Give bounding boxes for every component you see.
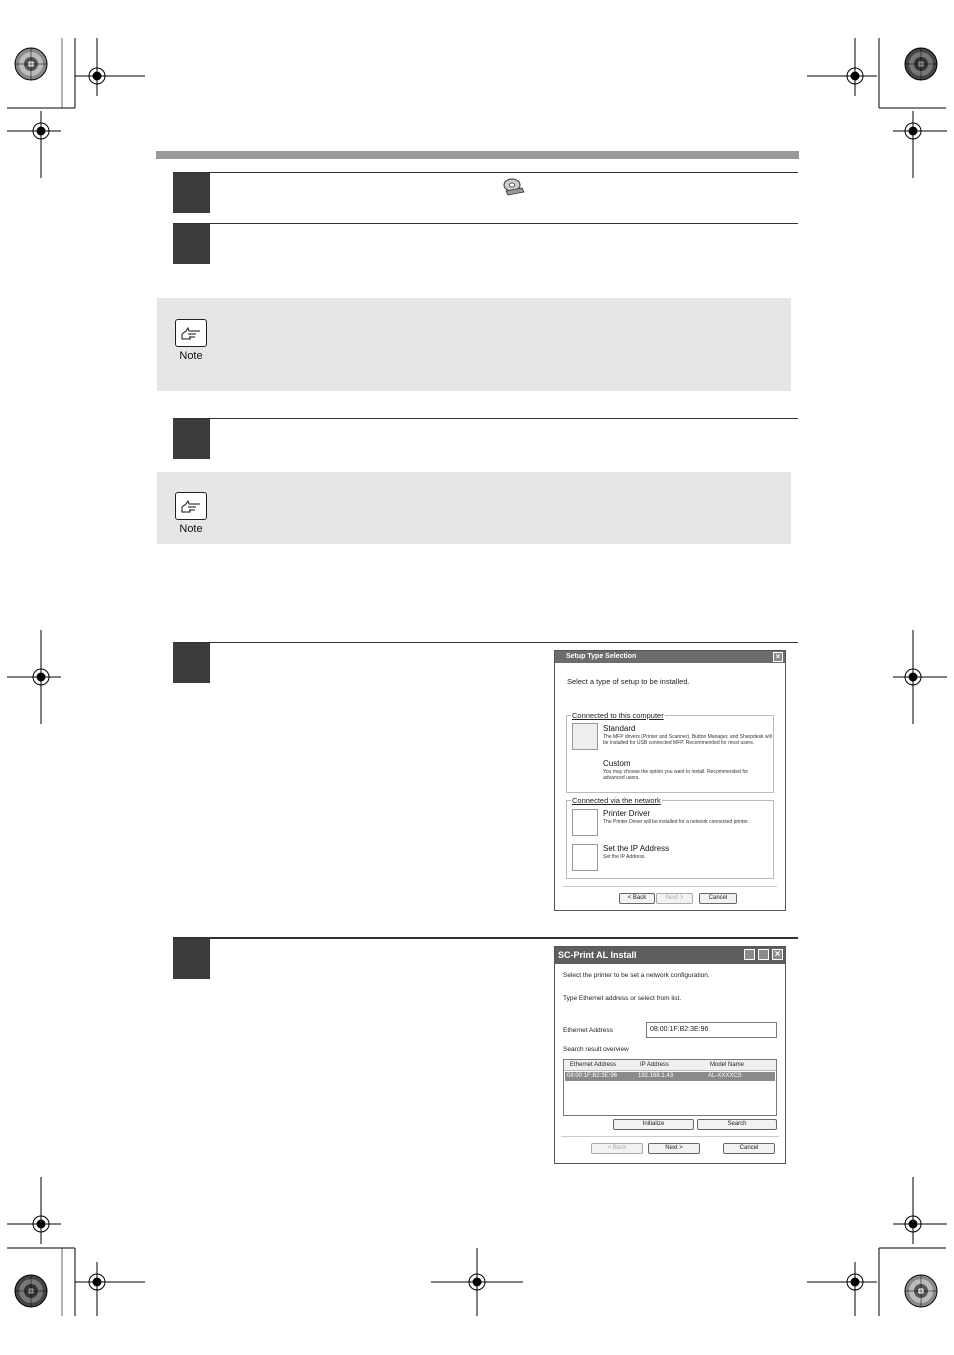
col-model[interactable]: Model Name <box>710 1062 745 1068</box>
step-3-rule <box>173 418 798 419</box>
step-1-marker <box>173 173 210 213</box>
install-dialog-titlebar <box>555 947 785 964</box>
close-icon[interactable]: × <box>772 949 783 960</box>
custom-option-desc: You may choose the option you want to install. Recommended for advanced users. <box>603 769 749 781</box>
table-row[interactable] <box>565 1072 775 1081</box>
row-ip: 192.168.1.43 <box>638 1073 674 1079</box>
step-4-rule <box>173 642 798 643</box>
set-ip-option-desc: Set the IP Address. <box>603 854 646 860</box>
search-button[interactable]: Search <box>697 1119 777 1130</box>
step-2-rule <box>173 223 798 224</box>
install-dialog-separator <box>561 1136 779 1137</box>
initialize-button[interactable]: Initialize <box>613 1119 694 1130</box>
printer-driver-option-title[interactable]: Printer Driver <box>603 809 651 818</box>
sc-print-install-dialog <box>554 946 786 1164</box>
install-back-button[interactable]: < Back <box>591 1143 643 1154</box>
setup-dialog-title: Setup Type Selection <box>566 653 637 660</box>
maximize-icon[interactable] <box>758 949 769 960</box>
group-network-label: Connected via the network <box>572 796 661 805</box>
step-2-marker <box>173 224 210 264</box>
minimize-icon[interactable] <box>744 949 755 960</box>
note-box-2 <box>157 472 791 544</box>
install-cancel-button[interactable]: Cancel <box>723 1143 775 1154</box>
row-ethernet: 08:00:1F:B2:3E:96 <box>567 1073 618 1079</box>
close-icon[interactable]: × <box>773 652 783 662</box>
setup-cancel-button[interactable]: Cancel <box>699 893 737 904</box>
header-bar <box>156 151 799 159</box>
step-4-marker <box>173 643 210 683</box>
ethernet-label: Ethernet Address <box>563 1027 613 1034</box>
row-model: AL-XXXXCS <box>708 1073 742 1079</box>
step-1-rule <box>173 172 798 173</box>
col-ethernet[interactable]: Ethernet Address <box>570 1062 617 1068</box>
setup-dialog-separator <box>563 886 777 887</box>
install-dialog-title: SC-Print AL Install <box>558 950 637 960</box>
ethernet-address-input[interactable]: 08:00:1F:B2:3E:96 <box>646 1022 777 1038</box>
setup-dialog-titlebar <box>555 651 785 663</box>
group-local-label: Connected to this computer <box>572 711 664 720</box>
col-ip[interactable]: IP Address <box>640 1062 669 1068</box>
note-label-1: Note <box>179 350 203 362</box>
install-instruction-2: Type Ethernet address or select from list. <box>563 995 682 1002</box>
note-hand-icon <box>175 492 207 520</box>
setup-prompt: Select a type of setup to be installed. <box>567 677 690 686</box>
results-header <box>564 1060 776 1071</box>
set-ip-option-title[interactable]: Set the IP Address <box>603 844 670 853</box>
setup-next-button[interactable]: Next > <box>656 893 693 904</box>
standard-option-desc: The MFP drivers (Printer and Scanner), Button Manager, and Sharpdesk will be installed for USB connected MFP. Recommended for most users. <box>603 734 772 746</box>
printer-driver-option-icon[interactable] <box>572 809 598 836</box>
standard-option-icon[interactable] <box>572 723 598 750</box>
search-results-list[interactable] <box>563 1059 777 1116</box>
printer-driver-option-desc: The Printer Driver will be installed for a network connected printer. <box>603 819 749 825</box>
set-ip-option-icon[interactable] <box>572 844 598 871</box>
cd-drive-icon <box>502 177 526 197</box>
install-next-button[interactable]: Next > <box>648 1143 700 1154</box>
install-instruction: Select the printer to be set a network configuration. <box>563 972 710 979</box>
search-results-label: Search result overview <box>563 1046 629 1053</box>
setup-type-dialog <box>554 650 786 911</box>
step-5-marker <box>173 939 210 979</box>
setup-back-button[interactable]: < Back <box>619 893 655 904</box>
step-5-rule <box>173 937 798 939</box>
standard-option-title[interactable]: Standard <box>603 724 636 733</box>
note-box-1 <box>157 298 791 391</box>
note-label-2: Note <box>179 523 203 535</box>
step-3-marker <box>173 419 210 459</box>
custom-option-icon[interactable] <box>572 759 598 786</box>
custom-option-title[interactable]: Custom <box>603 759 631 768</box>
note-hand-icon <box>175 319 207 347</box>
